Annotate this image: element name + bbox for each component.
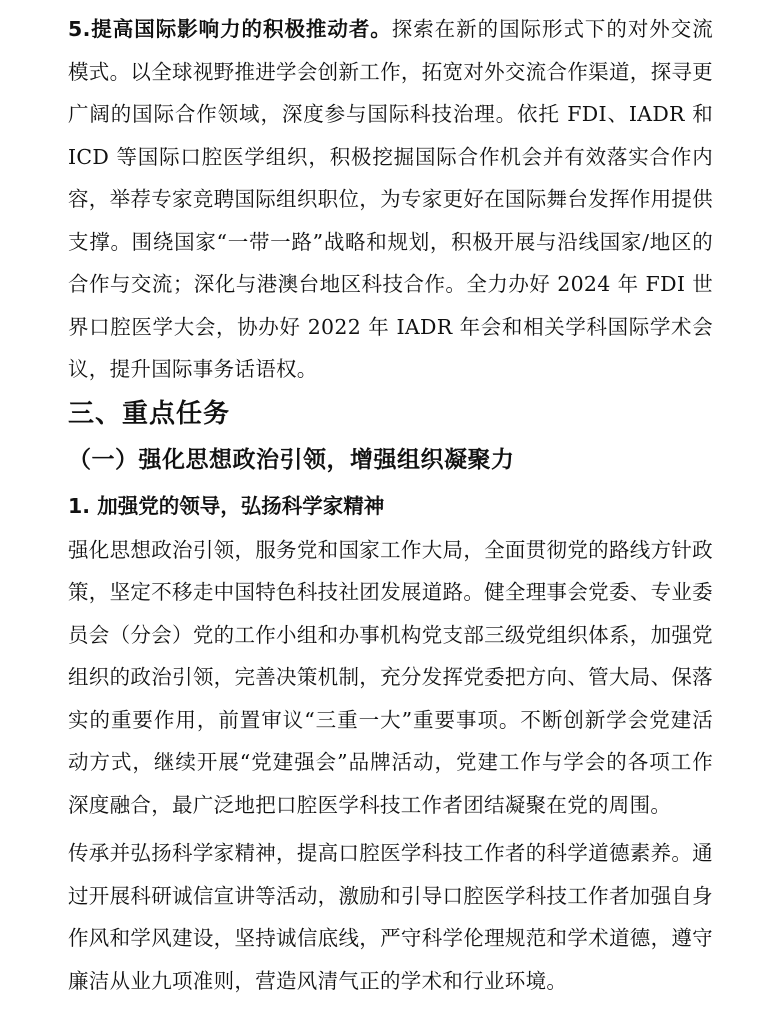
item1-title: 1. 加强党的领导，弘扬科学家精神 (68, 493, 385, 518)
subsection1-title: （一）强化思想政治引领，增强组织凝聚力 (68, 446, 515, 473)
body-paragraph-2: 传承并弘扬科学家精神，提高口腔医学科技工作者的科学道德素养。通过开展科研诚信宣讲等活动，激励和引导口腔医学科技工作者加强自身作风和学风建设，坚持诚信底线，严守科学伦理规范和学术道德，遵守廉洁从业九项准则，营造风清气正的学术和行业环境。 (68, 841, 713, 993)
item5-lead: 5.提高国际影响力的积极推动者。 (68, 17, 392, 41)
item5-paragraph (68, 8, 713, 391)
body-paragraph-1: 强化思想政治引领，服务党和国家工作大局，全面贯彻党的路线方针政策，坚定不移走中国特色科技社团发展道路。健全理事会党委、专业委员会（分会）党的工作小组和办事机构党支部三级党组织体系，加强党组织的政治引领，完善决策机制，充分发挥党委把方向、管大局、保落实的重要作用，前置审议“三重一大”重要事项。不断创新学会党建活动方式，继续开展“党建强会”品牌活动，党建工作与学会的各项工作深度融合，最广泛地把口腔医学科技工作者团结凝聚在党的周围。 (68, 537, 713, 817)
item5-body: 探索在新的国际形式下的对外交流模式。以全球视野推进学会创新工作，拓宽对外交流合作渠道，探寻更广阔的国际合作领域，深度参与国际科技治理。依托 FDI、IADR 和 ICD 等国际口腔医学组织，积极挖掘国际合作机会并有效落实合作内容，举荐专家竞聘国际组织职位，为专家更好在国际舞台发挥作用提供支撑。围绕国家“一带一路”战略和规划，积极开展与沿线国家/地区的合作与交流；深化与港澳台地区科技合作。全力办好 2024 年 FDI 世界口腔医学大会，协办好 2022 年 IADR 年会和相关学科国际学术会议，提升国际事务话语权。 (68, 17, 714, 381)
section3-title: 三、重点任务 (68, 398, 231, 429)
